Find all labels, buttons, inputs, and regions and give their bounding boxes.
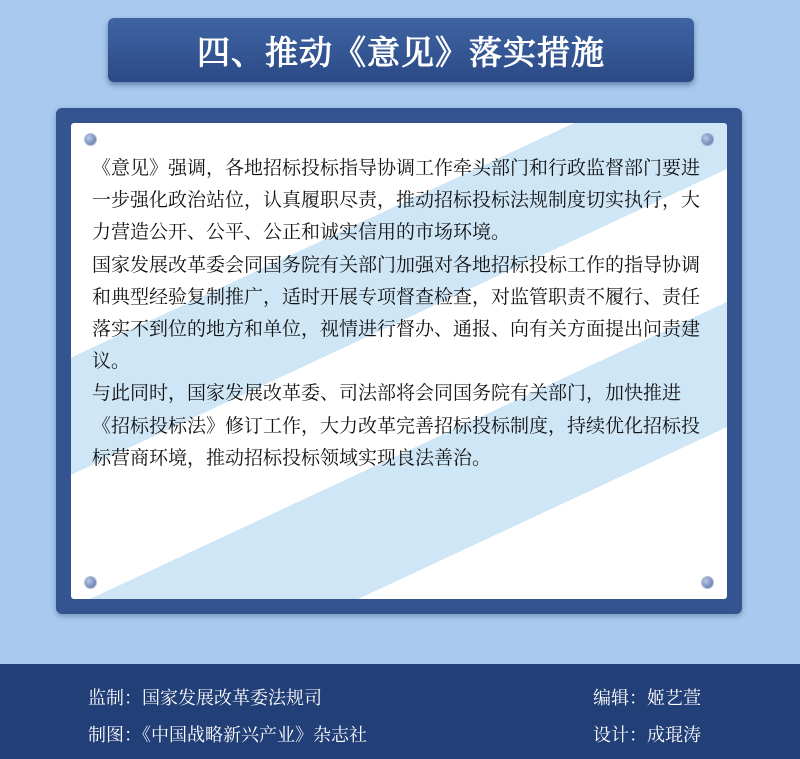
content-board xyxy=(56,108,742,614)
body-text xyxy=(92,152,718,474)
paragraph-law-revision: 与此同时，国家发展改革委、司法部将会同国务院有关部门，加快推进《招标投标法》修订工作，大力改革完善招标投标制度，持续优化招标投标营商环境，推动招标投标领域实现良法善治。 xyxy=(92,382,701,469)
section-title: 四、推动《意见》落实措施 xyxy=(197,32,605,72)
screw-icon xyxy=(85,577,96,588)
credit-design: 设计：成琨涛 xyxy=(593,725,701,746)
screw-icon xyxy=(702,134,713,145)
content-panel xyxy=(71,123,727,599)
credit-editor: 编辑：姬艺萱 xyxy=(593,688,701,709)
credit-graphics: 制图：《中国战略新兴产业》杂志社 xyxy=(88,725,367,746)
credits-footer xyxy=(0,664,800,759)
paragraph-emphasis: 《意见》强调，各地招标投标指导协调工作牵头部门和行政监督部门要进一步强化政治站位，认真履职尽责，推动招标投标法规制度切实执行，大力营造公开、公平、公正和诚实信用的市场环境。 xyxy=(92,157,701,244)
section-title-banner xyxy=(108,18,694,82)
paragraph-supervision: 国家发展改革委会同国务院有关部门加强对各地招标投标工作的指导协调和典型经验复制推广，适时开展专项督查检查，对监管职责不履行、责任落实不到位的地方和单位，视情进行督办、通报、向有关方面提出问责建议。 xyxy=(92,253,701,373)
screw-icon xyxy=(702,577,713,588)
screw-icon xyxy=(85,134,96,145)
credit-supervisor: 监制：国家发展改革委法规司 xyxy=(88,688,322,709)
